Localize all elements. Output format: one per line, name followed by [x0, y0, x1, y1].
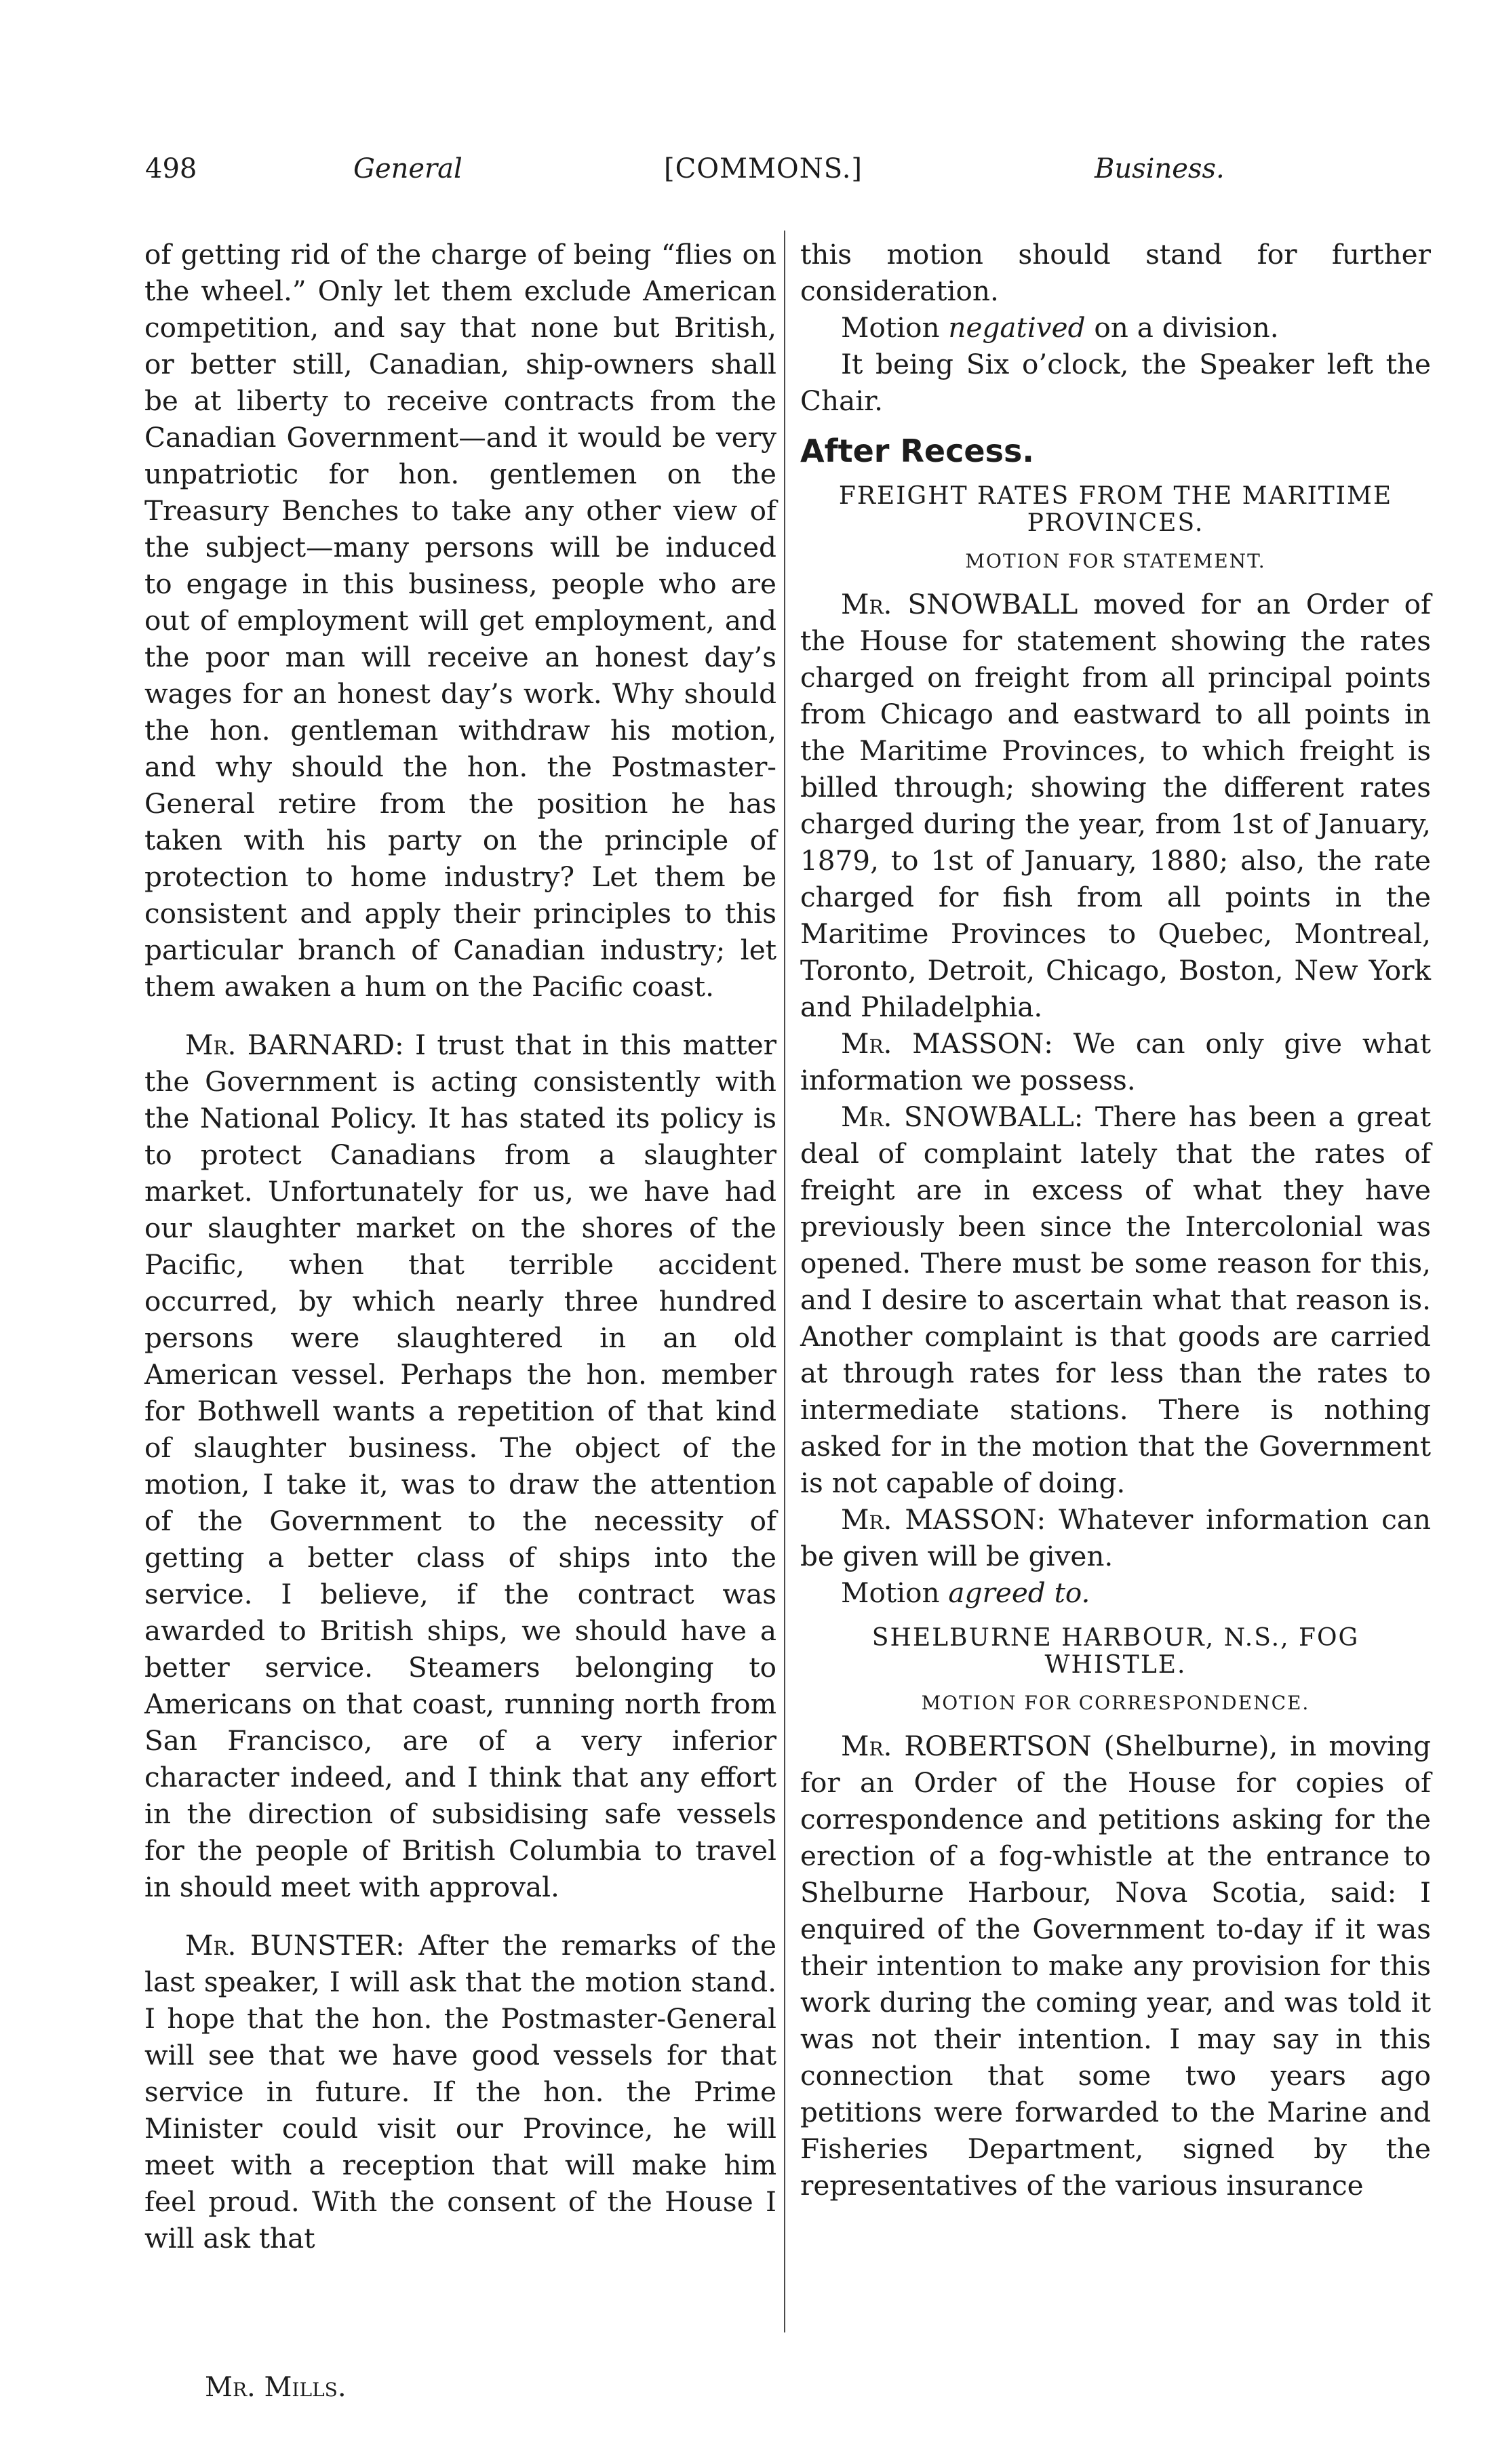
speaker-name: Mr. MASSON [841, 1027, 1044, 1060]
paragraph-continuation: of getting rid of the charge of being “flies on the wheel.” Only let them exclude American competition, and say that none but British, or better still, Canadian, ship-owners shall be at liberty to receive contracts from the Canadian Government—and it would be very unpatriotic for hon. gentlemen on the Treasury Benches to take any other view of the subject—many persons will be induced to engage in this business, people who are out of employment will get employment, and the poor man will receive an honest day’s wages for an honest day’s work. Why should the hon. gentleman withdraw his motion, and why should the hon. the Postmaster-General retire from the position he has taken with his party on the principle of protection to home industry? Let them be consistent and apply their principles to this particular branch of Canadian industry; let them awaken a hum on the Pacific coast. [144, 238, 776, 1003]
speech-text: : There has been a great deal of complaint lately that the rates of freight are in excess of what they have previously been since the Intercolonial was opened. There must be some reason for this, and I desire to ascertain what that reason is. Another complaint is that goods are carried at through rates for less than the rates to intermediate stations. There is nothing asked for in the motion that the Government is not capable of doing. [800, 1100, 1431, 1499]
section-heading-after-recess: After Recess. [800, 433, 1034, 469]
paragraph-continuation: this motion should stand for further consideration. [800, 238, 1431, 307]
speech-text: (Shelburne), in moving for an Order of the House for copies of correspondence and petitions asking for the erection of a fog-whistle at the entrance to Shelburne Harbour, Nova Scotia, said: I enquired of the Government to-day if it was their intention to make any provision for this work during the coming year, and was told it was not their intention. I may say in this connection that some two years ago petitions were forwarded to the Marine and Fisheries Department, signed by the representatives of the various insurance [800, 1730, 1431, 2202]
motion-agreed: Motion agreed to. [841, 1576, 1090, 1609]
speaker-name: Mr. MASSON [841, 1503, 1037, 1536]
header-center: [COMMONS.] [664, 153, 863, 184]
paragraph-robertson [800, 1728, 1431, 2204]
speech-text: : I trust that in this matter the Government is acting consistently with the National Policy. It has stated its policy is to protect Canadians from a slaughter market. Unfortunately for us, we have had our slaughter market on the shores of the Pacific, when that terrible accident occurred, by which nearly three hundred persons were slaughtered in an old American vessel. Perhaps the hon. member for Bothwell wants a repetition of that kind of slaughter business. The object of the motion, I take it, was to draw the attention of the Government to the necessity of getting a better class of ships into the service. I believe, if the contract was awarded to British ships, we should have a better service. Steamers belonging to Americans on that coast, running north from San Francisco, are of a very inferior character indeed, and I think that any effort in the direction of subsidising safe vessels for the people of British Columbia to travel in should meet with approval. [144, 1029, 776, 1903]
catchword-footer: Mr. Mills. [205, 2372, 347, 2403]
topic-heading-freight: FREIGHT RATES FROM THE MARITIME PROVINCES. [838, 482, 1393, 537]
header-left: General [353, 153, 462, 184]
speaker-name: Mr. ROBERTSON [841, 1730, 1092, 1762]
header-right: Business. [1095, 153, 1225, 184]
paragraph-snowball-motion [800, 586, 1431, 1025]
page-number: 498 [145, 153, 197, 184]
column-divider [784, 231, 785, 2332]
left-column [144, 236, 776, 2257]
speaker-name: Mr. SNOWBALL [841, 1100, 1074, 1133]
speech-text: moved for an Order of the House for statement showing the rates charged on freight from all principal points from Chicago and eastward to all points in the Maritime Provinces, to which freight is billed through; showing the different rates charged during the year, from 1st of January, 1879, to 1st of January, 1880; also, the rate charged for fish from all points in the Maritime Provinces to Quebec, Montreal, Toronto, Detroit, Chicago, Boston, New York and Philadelphia. [800, 588, 1431, 1023]
speech-text: : Whatever information can be given will be given. [800, 1503, 1431, 1572]
paragraph-barnard [144, 1027, 776, 1905]
topic-heading-shelburne: SHELBURNE HARBOUR, N.S., FOG WHISTLE. [871, 1624, 1360, 1679]
speaker-name: Mr. SNOWBALL [841, 588, 1078, 620]
paragraph-masson-1 [800, 1025, 1431, 1098]
paragraph-masson-2 [800, 1501, 1431, 1574]
paragraph-bunster [144, 1927, 776, 2257]
speech-text: : After the remarks of the last speaker, I will ask that the motion stand. I hope that the hon. the Postmaster-General will see that we have good vessels for that service in future. If the hon. the Prime Minister could visit our Province, he will meet with a reception that will make him feel proud. With the consent of the House I will ask that [144, 1929, 777, 2254]
paragraph-snowball-2 [800, 1098, 1431, 1501]
subheading-motion-correspondence: MOTION FOR CORRESPONDENCE. [921, 1692, 1310, 1714]
speaker-name: Mr. BARNARD [185, 1029, 395, 1061]
right-column [800, 236, 1431, 2204]
speaker-name: Mr. BUNSTER [185, 1929, 396, 1962]
motion-negatived: Motion negatived on a division. [841, 311, 1279, 344]
speech-text: : We can only give what information we possess. [800, 1027, 1431, 1096]
recess-note: It being Six o’clock, the Speaker left the Chair. [800, 348, 1431, 417]
subheading-motion-statement: MOTION FOR STATEMENT. [965, 550, 1266, 572]
running-header [145, 153, 1230, 194]
